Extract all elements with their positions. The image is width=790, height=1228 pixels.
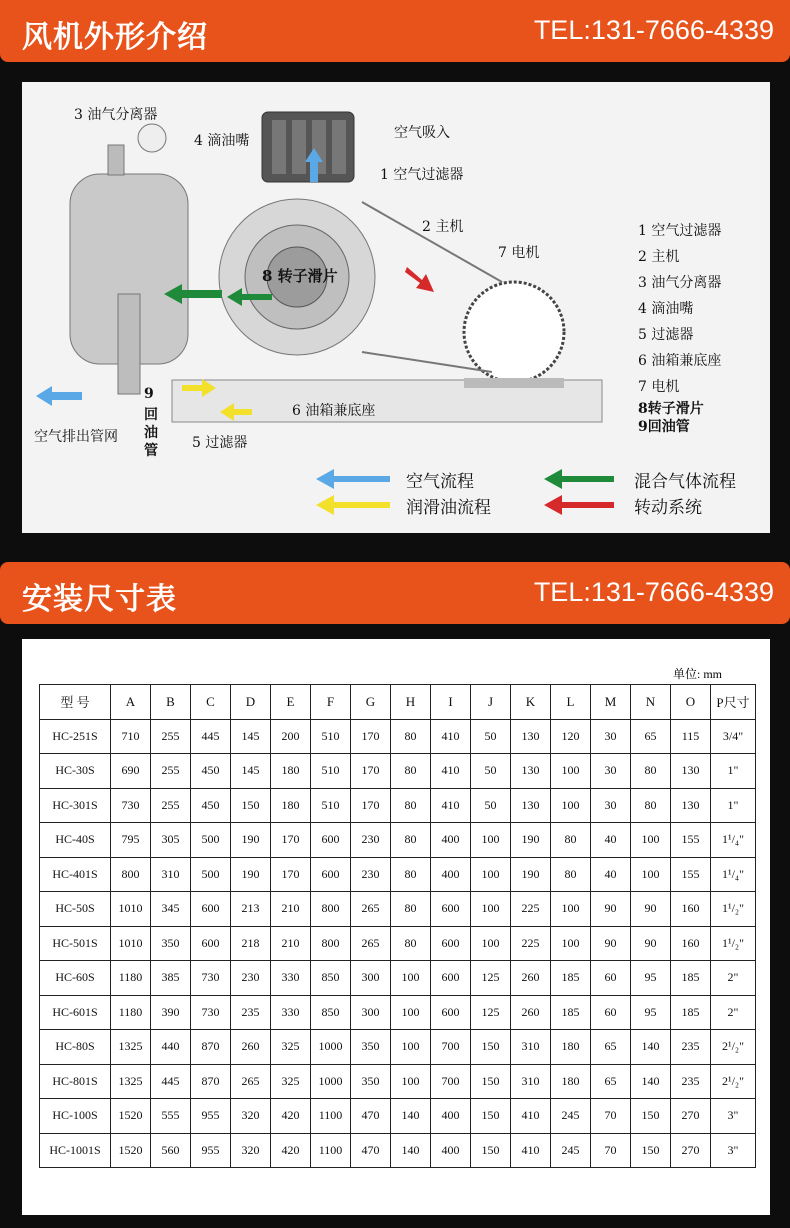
column-header: K bbox=[511, 685, 551, 720]
dimension-cell: 1000 bbox=[311, 1064, 351, 1099]
column-header: H bbox=[391, 685, 431, 720]
dimension-cell: 420 bbox=[271, 1099, 311, 1134]
table-row bbox=[40, 754, 756, 789]
dimension-cell: 730 bbox=[191, 961, 231, 996]
model-cell: HC-80S bbox=[40, 1030, 111, 1065]
dimension-cell: 100 bbox=[551, 892, 591, 927]
dimension-cell: 80 bbox=[631, 788, 671, 823]
dimension-cell: 155 bbox=[671, 823, 711, 858]
dimension-cell: 180 bbox=[551, 1064, 591, 1099]
legend-air: 空气流程 bbox=[406, 472, 474, 492]
callout-exhaust: 空气排出管网 bbox=[34, 429, 118, 445]
column-header: L bbox=[551, 685, 591, 720]
callout-separator: 3 油气分离器 bbox=[74, 107, 158, 123]
callout-air-in: 空气吸入 bbox=[394, 125, 450, 141]
dimension-cell: 730 bbox=[111, 788, 151, 823]
dimension-cell: 1010 bbox=[111, 926, 151, 961]
dimension-table bbox=[39, 684, 756, 1168]
callout-air-filter: 1 空气过滤器 bbox=[380, 167, 464, 183]
callout-main: 2 主机 bbox=[422, 219, 464, 235]
table-row bbox=[40, 788, 756, 823]
dimension-cell: 500 bbox=[191, 823, 231, 858]
dimension-cell: 300 bbox=[351, 961, 391, 996]
dimension-cell: 255 bbox=[151, 719, 191, 754]
dimension-cell: 300 bbox=[351, 995, 391, 1030]
dimension-cell: 410 bbox=[511, 1099, 551, 1134]
parts-list-item: 1 空气过滤器 bbox=[638, 223, 722, 239]
dimension-cell: 600 bbox=[311, 857, 351, 892]
dimension-cell: 345 bbox=[151, 892, 191, 927]
dimension-cell: 190 bbox=[231, 857, 271, 892]
dimension-cell: 320 bbox=[231, 1133, 271, 1168]
dimension-cell: 130 bbox=[511, 788, 551, 823]
dimension-cell: 600 bbox=[431, 926, 471, 961]
dimension-cell: 3" bbox=[711, 1133, 756, 1168]
model-cell: HC-401S bbox=[40, 857, 111, 892]
dimension-cell: 170 bbox=[351, 754, 391, 789]
dimension-cell: 3/4" bbox=[711, 719, 756, 754]
dimension-cell: 410 bbox=[431, 788, 471, 823]
dimension-cell: 30 bbox=[591, 788, 631, 823]
dimension-cell: 260 bbox=[511, 995, 551, 1030]
dimension-cell: 218 bbox=[231, 926, 271, 961]
section-title: 风机外形介绍 bbox=[22, 20, 208, 55]
phone-number: TEL:131-7666-4339 bbox=[533, 15, 774, 45]
dimension-cell: 100 bbox=[551, 926, 591, 961]
dimension-cell: 40 bbox=[591, 857, 631, 892]
model-cell: HC-601S bbox=[40, 995, 111, 1030]
dimension-cell: 180 bbox=[271, 788, 311, 823]
dimension-cell: 1325 bbox=[111, 1064, 151, 1099]
dimension-cell: 130 bbox=[511, 754, 551, 789]
dimension-cell: 210 bbox=[271, 892, 311, 927]
dimension-cell: 65 bbox=[591, 1064, 631, 1099]
parts-list-item: 2 主机 bbox=[638, 249, 680, 265]
model-cell: HC-50S bbox=[40, 892, 111, 927]
dimension-cell: 850 bbox=[311, 995, 351, 1030]
dimension-cell: 410 bbox=[511, 1133, 551, 1168]
dimension-cell: 245 bbox=[551, 1133, 591, 1168]
dimension-cell: 70 bbox=[591, 1133, 631, 1168]
dimension-cell: 955 bbox=[191, 1099, 231, 1134]
dimension-cell: 555 bbox=[151, 1099, 191, 1134]
dimension-cell: 320 bbox=[231, 1099, 271, 1134]
dimension-cell: 305 bbox=[151, 823, 191, 858]
dimension-cell: 350 bbox=[351, 1064, 391, 1099]
dimension-cell: 2¹/₂" bbox=[711, 1064, 756, 1099]
dimension-cell: 450 bbox=[191, 754, 231, 789]
dimension-cell: 90 bbox=[631, 892, 671, 927]
dimension-cell: 213 bbox=[231, 892, 271, 927]
dimension-cell: 65 bbox=[631, 719, 671, 754]
dimension-cell: 140 bbox=[391, 1133, 431, 1168]
dimension-cell: 100 bbox=[471, 892, 511, 927]
section-banner-intro bbox=[0, 0, 790, 62]
dimension-cell: 310 bbox=[151, 857, 191, 892]
dimension-cell: 150 bbox=[231, 788, 271, 823]
dimension-cell: 80 bbox=[391, 857, 431, 892]
table-row bbox=[40, 823, 756, 858]
dimension-cell: 230 bbox=[231, 961, 271, 996]
dimension-cell: 600 bbox=[191, 892, 231, 927]
callout-filter5: 5 过滤器 bbox=[192, 435, 248, 451]
dimension-cell: 510 bbox=[311, 719, 351, 754]
dimension-cell: 1¹/₄" bbox=[711, 823, 756, 858]
table-row bbox=[40, 719, 756, 754]
dimension-cell: 600 bbox=[431, 961, 471, 996]
dimension-cell: 1325 bbox=[111, 1030, 151, 1065]
dimension-cell: 115 bbox=[671, 719, 711, 754]
dimension-cell: 150 bbox=[471, 1099, 511, 1134]
table-row bbox=[40, 857, 756, 892]
legend-oil: 润滑油流程 bbox=[406, 498, 491, 518]
table-header-row bbox=[40, 685, 756, 720]
table-row bbox=[40, 892, 756, 927]
dimension-cell: 850 bbox=[311, 961, 351, 996]
column-header: G bbox=[351, 685, 391, 720]
unit-label: 单位: mm bbox=[672, 667, 722, 681]
dimension-cell: 470 bbox=[351, 1133, 391, 1168]
dimension-cell: 80 bbox=[631, 754, 671, 789]
column-header: J bbox=[471, 685, 511, 720]
dimension-cell: 1180 bbox=[111, 995, 151, 1030]
column-header: O bbox=[671, 685, 711, 720]
dimension-cell: 1¹/₄" bbox=[711, 857, 756, 892]
dimension-cell: 225 bbox=[511, 926, 551, 961]
dimension-cell: 225 bbox=[511, 892, 551, 927]
parts-list-item: 4 滴油嘴 bbox=[638, 301, 694, 317]
dimension-cell: 700 bbox=[431, 1030, 471, 1065]
column-header: N bbox=[631, 685, 671, 720]
dimension-cell: 1" bbox=[711, 754, 756, 789]
dimension-cell: 410 bbox=[431, 719, 471, 754]
dimension-cell: 330 bbox=[271, 995, 311, 1030]
dimension-cell: 1¹/₂" bbox=[711, 926, 756, 961]
dimension-cell: 700 bbox=[431, 1064, 471, 1099]
dimension-cell: 65 bbox=[591, 1030, 631, 1065]
dimension-cell: 730 bbox=[191, 995, 231, 1030]
dimension-cell: 120 bbox=[551, 719, 591, 754]
dimension-cell: 270 bbox=[671, 1099, 711, 1134]
dimension-table-panel bbox=[22, 639, 770, 1215]
dimension-cell: 100 bbox=[391, 1064, 431, 1099]
dimension-cell: 80 bbox=[391, 892, 431, 927]
dimension-cell: 100 bbox=[551, 754, 591, 789]
model-cell: HC-1001S bbox=[40, 1133, 111, 1168]
dimension-cell: 600 bbox=[431, 995, 471, 1030]
dimension-cell: 170 bbox=[351, 788, 391, 823]
dimension-cell: 60 bbox=[591, 961, 631, 996]
dimension-cell: 510 bbox=[311, 788, 351, 823]
dimension-cell: 255 bbox=[151, 788, 191, 823]
dimension-cell: 160 bbox=[671, 926, 711, 961]
dimension-cell: 170 bbox=[351, 719, 391, 754]
callout-oiler: 4 滴油嘴 bbox=[194, 133, 250, 149]
table-row bbox=[40, 1030, 756, 1065]
dimension-cell: 150 bbox=[471, 1133, 511, 1168]
callout-oil-base: 6 油箱兼底座 bbox=[292, 403, 376, 419]
dimension-cell: 3" bbox=[711, 1099, 756, 1134]
dimension-cell: 60 bbox=[591, 995, 631, 1030]
dimension-cell: 870 bbox=[191, 1030, 231, 1065]
dimension-cell: 50 bbox=[471, 754, 511, 789]
model-cell: HC-100S bbox=[40, 1099, 111, 1134]
dimension-cell: 1¹/₂" bbox=[711, 892, 756, 927]
dimension-cell: 80 bbox=[391, 926, 431, 961]
dimension-cell: 235 bbox=[671, 1030, 711, 1065]
dimension-cell: 800 bbox=[311, 926, 351, 961]
dimension-cell: 190 bbox=[231, 823, 271, 858]
column-header: D bbox=[231, 685, 271, 720]
dimension-cell: 1520 bbox=[111, 1133, 151, 1168]
dimension-cell: 150 bbox=[471, 1064, 511, 1099]
dimension-cell: 140 bbox=[631, 1030, 671, 1065]
column-header: M bbox=[591, 685, 631, 720]
dimension-cell: 2" bbox=[711, 961, 756, 996]
dimension-cell: 125 bbox=[471, 961, 511, 996]
callout-return-char3: 管 bbox=[144, 443, 158, 459]
dimension-cell: 100 bbox=[391, 995, 431, 1030]
dimension-cell: 310 bbox=[511, 1030, 551, 1065]
parts-list bbox=[638, 218, 721, 436]
dimension-cell: 265 bbox=[351, 892, 391, 927]
dimension-cell: 400 bbox=[431, 1133, 471, 1168]
dimension-cell: 145 bbox=[231, 719, 271, 754]
dimension-cell: 385 bbox=[151, 961, 191, 996]
model-cell: HC-40S bbox=[40, 823, 111, 858]
dimension-cell: 80 bbox=[391, 823, 431, 858]
column-header: F bbox=[311, 685, 351, 720]
column-header: P尺寸 bbox=[711, 685, 756, 720]
dimension-cell: 800 bbox=[111, 857, 151, 892]
dimension-cell: 145 bbox=[231, 754, 271, 789]
column-header: A bbox=[111, 685, 151, 720]
dimension-cell: 510 bbox=[311, 754, 351, 789]
dimension-cell: 710 bbox=[111, 719, 151, 754]
dimension-cell: 80 bbox=[391, 788, 431, 823]
dimension-cell: 410 bbox=[431, 754, 471, 789]
dimension-cell: 795 bbox=[111, 823, 151, 858]
dimension-cell: 1010 bbox=[111, 892, 151, 927]
callout-return-number: 9 bbox=[144, 386, 154, 402]
dimension-cell: 130 bbox=[671, 754, 711, 789]
dimension-cell: 150 bbox=[631, 1133, 671, 1168]
parts-list-item: 8转子滑片 bbox=[638, 401, 704, 417]
dimension-cell: 100 bbox=[551, 788, 591, 823]
dimension-cell: 1100 bbox=[311, 1099, 351, 1134]
model-cell: HC-301S bbox=[40, 788, 111, 823]
dimension-cell: 95 bbox=[631, 995, 671, 1030]
dimension-cell: 30 bbox=[591, 719, 631, 754]
dimension-cell: 445 bbox=[151, 1064, 191, 1099]
dimension-cell: 130 bbox=[511, 719, 551, 754]
dimension-cell: 30 bbox=[591, 754, 631, 789]
section-banner-size bbox=[0, 562, 790, 624]
dimension-cell: 170 bbox=[271, 857, 311, 892]
dimension-cell: 1" bbox=[711, 788, 756, 823]
model-cell: HC-501S bbox=[40, 926, 111, 961]
dimension-cell: 470 bbox=[351, 1099, 391, 1134]
dimension-cell: 100 bbox=[471, 823, 511, 858]
dimension-cell: 210 bbox=[271, 926, 311, 961]
dimension-cell: 270 bbox=[671, 1133, 711, 1168]
table-row bbox=[40, 1133, 756, 1168]
dimension-cell: 800 bbox=[311, 892, 351, 927]
dimension-cell: 690 bbox=[111, 754, 151, 789]
dimension-cell: 235 bbox=[671, 1064, 711, 1099]
table-row bbox=[40, 1099, 756, 1134]
dimension-cell: 190 bbox=[511, 857, 551, 892]
dimension-cell: 80 bbox=[551, 823, 591, 858]
dimension-cell: 125 bbox=[471, 995, 511, 1030]
dimension-cell: 80 bbox=[551, 857, 591, 892]
model-cell: HC-30S bbox=[40, 754, 111, 789]
table-row bbox=[40, 995, 756, 1030]
table-row bbox=[40, 926, 756, 961]
dimension-cell: 400 bbox=[431, 857, 471, 892]
dimension-cell: 955 bbox=[191, 1133, 231, 1168]
dimension-cell: 500 bbox=[191, 857, 231, 892]
section-title: 安装尺寸表 bbox=[22, 582, 177, 617]
dimension-cell: 180 bbox=[551, 1030, 591, 1065]
dimension-cell: 130 bbox=[671, 788, 711, 823]
dimension-cell: 150 bbox=[631, 1099, 671, 1134]
dimension-cell: 200 bbox=[271, 719, 311, 754]
parts-list-item: 7 电机 bbox=[638, 379, 680, 395]
dimension-cell: 185 bbox=[671, 995, 711, 1030]
dimension-cell: 560 bbox=[151, 1133, 191, 1168]
table-row bbox=[40, 1064, 756, 1099]
dimension-cell: 180 bbox=[271, 754, 311, 789]
dimension-cell: 185 bbox=[551, 961, 591, 996]
dimension-cell: 190 bbox=[511, 823, 551, 858]
dimension-cell: 230 bbox=[351, 857, 391, 892]
dimension-cell: 100 bbox=[631, 857, 671, 892]
dimension-cell: 1100 bbox=[311, 1133, 351, 1168]
dimension-cell: 2" bbox=[711, 995, 756, 1030]
dimension-cell: 80 bbox=[391, 719, 431, 754]
model-cell: HC-801S bbox=[40, 1064, 111, 1099]
dimension-cell: 265 bbox=[231, 1064, 271, 1099]
dimension-cell: 40 bbox=[591, 823, 631, 858]
dimension-cell: 1180 bbox=[111, 961, 151, 996]
column-header: B bbox=[151, 685, 191, 720]
dimension-cell: 150 bbox=[471, 1030, 511, 1065]
dimension-cell: 600 bbox=[431, 892, 471, 927]
dimension-cell: 140 bbox=[391, 1099, 431, 1134]
dimension-cell: 400 bbox=[431, 1099, 471, 1134]
dimension-cell: 400 bbox=[431, 823, 471, 858]
dimension-cell: 95 bbox=[631, 961, 671, 996]
parts-list-item: 6 油箱兼底座 bbox=[638, 353, 722, 369]
dimension-cell: 100 bbox=[631, 823, 671, 858]
legend-mixed: 混合气体流程 bbox=[634, 472, 736, 492]
dimension-cell: 450 bbox=[191, 788, 231, 823]
dimension-cell: 260 bbox=[231, 1030, 271, 1065]
dimension-cell: 80 bbox=[391, 754, 431, 789]
dimension-cell: 325 bbox=[271, 1064, 311, 1099]
column-header: E bbox=[271, 685, 311, 720]
dimension-cell: 245 bbox=[551, 1099, 591, 1134]
parts-list-item: 3 油气分离器 bbox=[638, 275, 722, 291]
dimension-cell: 870 bbox=[191, 1064, 231, 1099]
dimension-cell: 325 bbox=[271, 1030, 311, 1065]
model-cell: HC-251S bbox=[40, 719, 111, 754]
callout-return-char2: 油 bbox=[144, 425, 158, 441]
dimension-cell: 90 bbox=[631, 926, 671, 961]
dimension-cell: 255 bbox=[151, 754, 191, 789]
dimension-cell: 50 bbox=[471, 788, 511, 823]
dimension-cell: 185 bbox=[671, 961, 711, 996]
dimension-cell: 420 bbox=[271, 1133, 311, 1168]
dimension-cell: 350 bbox=[151, 926, 191, 961]
dimension-cell: 440 bbox=[151, 1030, 191, 1065]
dimension-cell: 1000 bbox=[311, 1030, 351, 1065]
dimension-cell: 235 bbox=[231, 995, 271, 1030]
blower-diagram bbox=[22, 82, 770, 533]
dimension-cell: 140 bbox=[631, 1064, 671, 1099]
dimension-cell: 2¹/₂" bbox=[711, 1030, 756, 1065]
column-header: 型 号 bbox=[40, 685, 111, 720]
column-header: C bbox=[191, 685, 231, 720]
legend-drive: 转动系统 bbox=[634, 498, 702, 518]
phone-number: TEL:131-7666-4339 bbox=[533, 577, 774, 607]
dimension-cell: 90 bbox=[591, 926, 631, 961]
dimension-cell: 600 bbox=[311, 823, 351, 858]
model-cell: HC-60S bbox=[40, 961, 111, 996]
dimension-cell: 260 bbox=[511, 961, 551, 996]
dimension-cell: 155 bbox=[671, 857, 711, 892]
dimension-cell: 100 bbox=[391, 1030, 431, 1065]
dimension-cell: 265 bbox=[351, 926, 391, 961]
dimension-cell: 185 bbox=[551, 995, 591, 1030]
dimension-cell: 100 bbox=[471, 926, 511, 961]
dimension-cell: 600 bbox=[191, 926, 231, 961]
callout-motor: 7 电机 bbox=[498, 245, 540, 261]
dimension-cell: 50 bbox=[471, 719, 511, 754]
callout-return-char1: 回 bbox=[144, 407, 158, 423]
dimension-cell: 1520 bbox=[111, 1099, 151, 1134]
callout-rotor: 8 转子滑片 bbox=[262, 267, 338, 285]
dimension-cell: 100 bbox=[471, 857, 511, 892]
dimension-cell: 310 bbox=[511, 1064, 551, 1099]
dimension-cell: 330 bbox=[271, 961, 311, 996]
dimension-cell: 230 bbox=[351, 823, 391, 858]
dimension-cell: 90 bbox=[591, 892, 631, 927]
column-header: I bbox=[431, 685, 471, 720]
parts-list-item: 9回油管 bbox=[638, 419, 690, 435]
dimension-cell: 445 bbox=[191, 719, 231, 754]
dimension-cell: 350 bbox=[351, 1030, 391, 1065]
dimension-cell: 390 bbox=[151, 995, 191, 1030]
parts-list-item: 5 过滤器 bbox=[638, 327, 694, 343]
dimension-cell: 170 bbox=[271, 823, 311, 858]
dimension-cell: 160 bbox=[671, 892, 711, 927]
dimension-cell: 70 bbox=[591, 1099, 631, 1134]
dimension-cell: 100 bbox=[391, 961, 431, 996]
table-row bbox=[40, 961, 756, 996]
